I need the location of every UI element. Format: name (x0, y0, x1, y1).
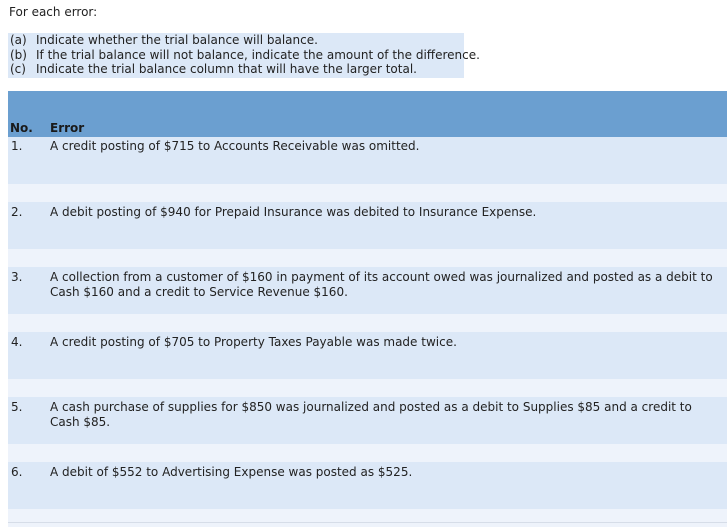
table-row (8, 137, 727, 202)
row-error-text: A collection from a customer of $160 in payment of its account owed was journalized and posted as a debit to Cash $160 and a credit to Service Revenue $160. (50, 270, 713, 299)
table-header (8, 91, 727, 137)
instruction-text: If the trial balance will not balance, indicate the amount of the difference. (36, 47, 480, 62)
table-row (8, 202, 727, 267)
row-error-text: A debit posting of $940 for Prepaid Insurance was debited to Insurance Expense. (50, 205, 537, 219)
row-error-text: A cash purchase of supplies for $850 was journalized and posted as a debit to Supplies $85 and a credit to Cash $85. (50, 400, 692, 429)
row-spacer (8, 184, 727, 202)
intro-text: For each error: (9, 5, 98, 19)
instruction-label: (c) (10, 62, 26, 76)
instruction-a (8, 33, 464, 48)
row-number: 6. (11, 465, 23, 479)
header-no: No. (10, 121, 33, 135)
bottom-divider (8, 522, 727, 523)
row-number: 3. (11, 270, 23, 284)
instruction-label: (b) (10, 47, 27, 62)
row-error-text: A credit posting of $705 to Property Taxes Payable was made twice. (50, 335, 457, 349)
row-number: 1. (11, 139, 23, 153)
row-number: 5. (11, 400, 23, 414)
row-number: 2. (11, 205, 23, 219)
instruction-b (8, 47, 480, 63)
row-spacer (8, 314, 727, 332)
errors-table (8, 91, 727, 527)
row-spacer (8, 249, 727, 267)
table-row (8, 462, 727, 527)
instruction-text: Indicate whether the trial balance will balance. (36, 33, 318, 47)
row-spacer (8, 379, 727, 397)
row-error-text: A debit of $552 to Advertising Expense was posted as $525. (50, 465, 413, 479)
row-error-text: A credit posting of $715 to Accounts Receivable was omitted. (50, 139, 420, 153)
table-row (8, 332, 727, 397)
instructions-box (8, 33, 480, 78)
instruction-c (8, 62, 464, 77)
instruction-label: (a) (10, 33, 27, 47)
table-row (8, 267, 727, 332)
row-spacer (8, 509, 727, 527)
row-spacer (8, 444, 727, 462)
row-number: 4. (11, 335, 23, 349)
instruction-text: Indicate the trial balance column that will have the larger total. (36, 62, 417, 76)
header-error: Error (50, 121, 85, 135)
table-row (8, 397, 727, 462)
